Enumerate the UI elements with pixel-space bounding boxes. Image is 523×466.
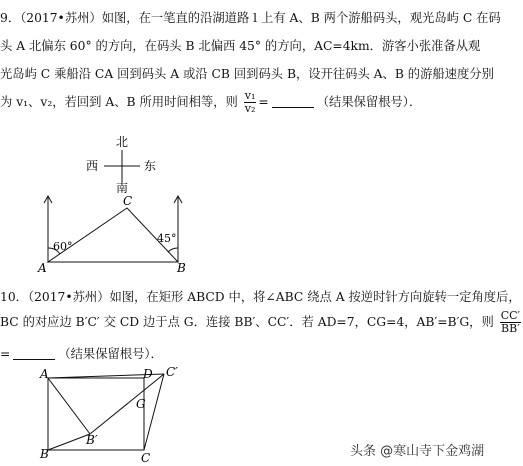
q10-line-3-suffix: （结果保留根号）． bbox=[58, 347, 163, 361]
angle-60-label: 60° bbox=[53, 240, 73, 253]
q10-point-a-label: A bbox=[40, 367, 49, 381]
q9-line-2: 头 A 北偏东 60° 的方向，在码头 B 北偏西 45° 的方向，AC=4km．游客小张准备从观 bbox=[0, 39, 481, 53]
compass-south: 南 bbox=[116, 181, 129, 195]
q10-point-d-label: D bbox=[143, 367, 153, 381]
watermark: 头条 @寒山寺下金鸡湖 bbox=[350, 444, 485, 459]
q10-point-c-prime-label: C′ bbox=[166, 365, 178, 379]
q10-line-2-text: BC 的对应边 B′C′ 交 CD 边于点 G．连接 BB′、CC′．若 AD=7，CG=4，AB′=B′G，则 bbox=[0, 315, 494, 329]
angle-45-label: 45° bbox=[157, 232, 177, 245]
q9-line-4: 为 v₁、v₂，若回到 A、B 所用时间相等，则 $\frac{\text{v₁}}{\text{v₂}}$ = （结果保留根号）． bbox=[0, 89, 422, 115]
q9-line-1: 9．（2017•苏州）如图，在一笔直的沿湖道路 l 上有 A、B 两个游船码头，观光岛屿 C 在码 bbox=[0, 11, 501, 25]
q10-point-b-prime-label: B′ bbox=[86, 433, 98, 447]
compass-north: 北 bbox=[116, 135, 129, 149]
q9-fraction-numerator: v₁ bbox=[244, 89, 256, 102]
q9-fraction-denominator: v₂ bbox=[244, 102, 256, 115]
segment-ab-prime bbox=[48, 378, 90, 434]
compass bbox=[104, 150, 140, 182]
q9-line-4-text: 为 v₁、v₂，若回到 A、B 所用时间相等，则 bbox=[0, 95, 238, 109]
compass-west: 西 bbox=[86, 159, 99, 173]
segment-cc-prime bbox=[144, 374, 164, 450]
angle-arc-b bbox=[168, 248, 178, 252]
q10-point-c-label: C bbox=[141, 451, 151, 465]
q10-fraction-denominator: BB′ bbox=[501, 322, 520, 335]
point-b-label: B bbox=[177, 261, 186, 275]
segment-bb-prime bbox=[48, 434, 90, 450]
point-a-label: A bbox=[38, 261, 47, 275]
q10-line-3: = （结果保留根号）． bbox=[0, 347, 163, 361]
q10-figure bbox=[48, 374, 164, 450]
segment-b-prime-c-prime bbox=[90, 374, 164, 434]
q9-line-4-suffix: （结果保留根号）． bbox=[316, 95, 422, 109]
q10-line-2 bbox=[0, 310, 523, 335]
compass-east: 东 bbox=[144, 159, 157, 173]
q10-point-g-label: G bbox=[136, 397, 146, 411]
q10-answer-blank bbox=[13, 359, 55, 360]
q9-line-3: 光岛屿 C 乘船沿 CA 回到码头 A 或沿 CB 回到码头 B，设开往码头 A、B 的游船速度分别 bbox=[0, 67, 494, 81]
q10-point-b-label: B bbox=[40, 447, 49, 461]
point-c-label: C bbox=[123, 194, 133, 208]
q10-fraction bbox=[500, 310, 521, 335]
q10-fraction-numerator: CC′ bbox=[500, 309, 521, 322]
q10-line-1: 10．（2017•苏州）如图，在矩形 ABCD 中，将∠ABC 绕点 A 按逆时针方向旋转一定角度后， bbox=[0, 290, 521, 304]
